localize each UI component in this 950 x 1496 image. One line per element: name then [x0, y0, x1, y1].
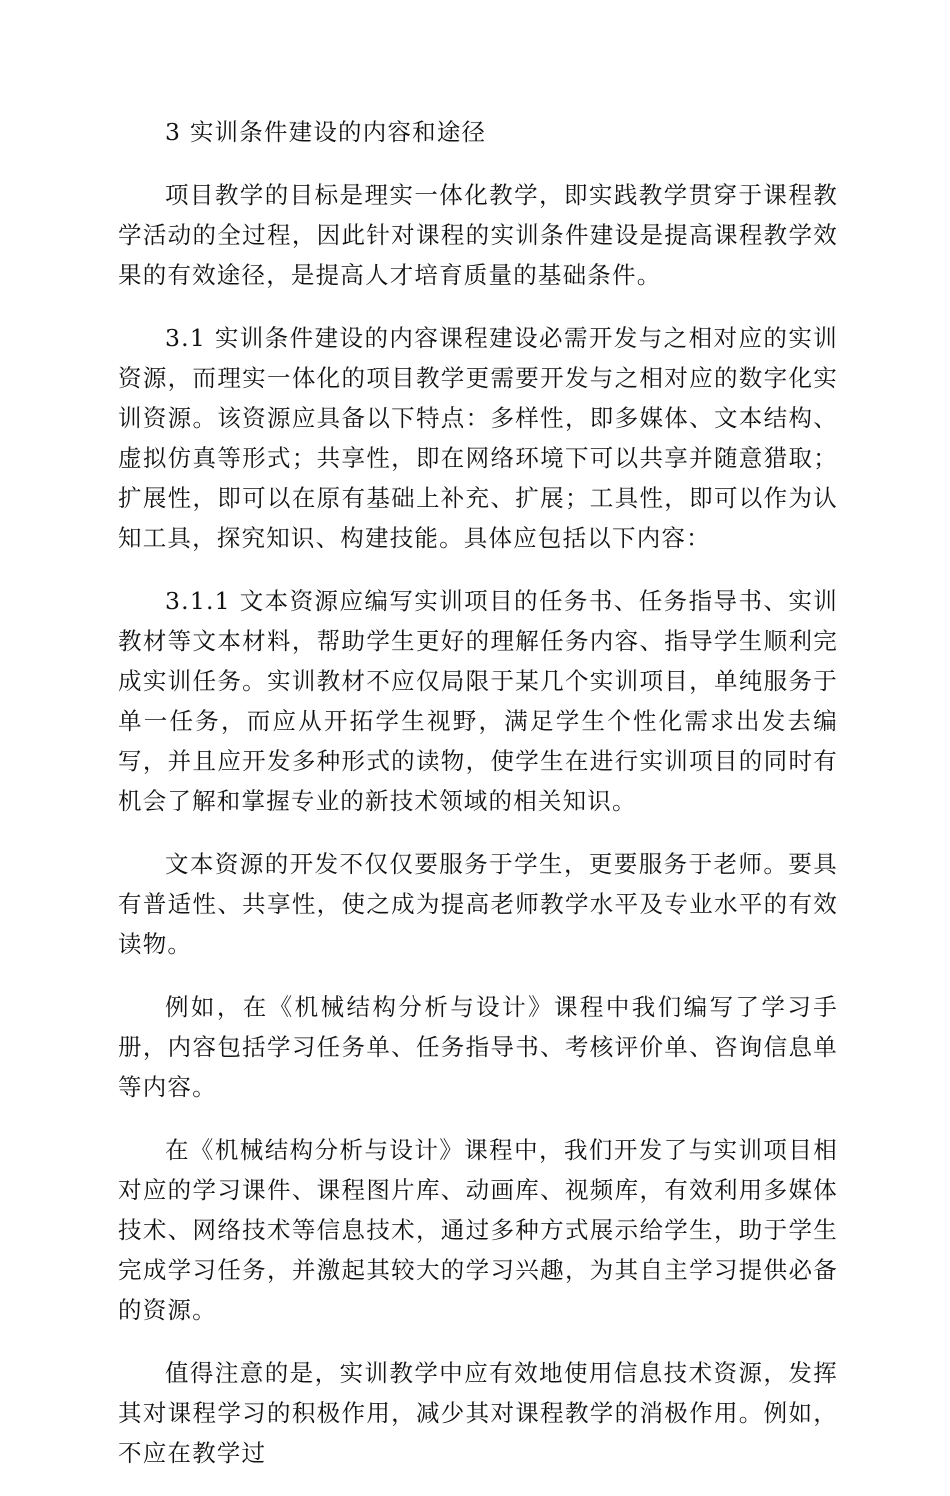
document-body — [118, 112, 838, 1496]
paragraph-intro: 项目教学的目标是理实一体化教学，即实践教学贯穿于课程教学活动的全过程，因此针对课程的实训条件建设是提高课程教学效果的有效途径，是提高人才培育质量的基础条件。 — [118, 181, 838, 289]
paragraph-3-1-1: 3.1.1 文本资源应编写实训项目的任务书、任务指导书、实训教材等文本材料，帮助学生更好的理解任务内容、指导学生顺利完成实训任务。实训教材不应仅局限于某几个实训项目，单纯服务于单一任务，而应从开拓学生视野，满足学生个性化需求出发去编写，并且应开发多种形式的读物，使学生在进行实训项目的同时有机会了解和掌握专业的新技术领域的相关知识。 — [118, 587, 838, 815]
paragraph-text-resources: 文本资源的开发不仅仅要服务于学生，更要服务于老师。要具有普适性、共享性，使之成为提高老师教学水平及专业水平的有效读物。 — [118, 850, 838, 958]
paragraph-3-1: 3.1 实训条件建设的内容课程建设必需开发与之相对应的实训资源，而理实一体化的项目教学更需要开发与之相对应的数字化实训资源。该资源应具备以下特点：多样性，即多媒体、文本结构、虚拟仿真等形式；共享性，即在网络环境下可以共享并随意猎取；扩展性，即可以在原有基础上补充、扩展；工具性，即可以作为认知工具，探究知识、构建技能。具体应包括以下内容： — [118, 324, 838, 552]
section-heading: 3 实训条件建设的内容和途径 — [165, 118, 487, 146]
paragraph-example-media: 在《机械结构分析与设计》课程中，我们开发了与实训项目相对应的学习课件、课程图片库、动画库、视频库，有效利用多媒体技术、网络技术等信息技术，通过多种方式展示给学生，助于学生完成学习任务，并激起其较大的学习兴趣，为其自主学习提供必备的资源。 — [118, 1136, 838, 1324]
paragraph-note: 值得注意的是，实训教学中应有效地使用信息技术资源，发挥其对课程学习的积极作用，减少其对课程教学的消极作用。例如，不应在教学过 — [118, 1359, 838, 1467]
paragraph-example-handbook: 例如，在《机械结构分析与设计》课程中我们编写了学习手册，内容包括学习任务单、任务指导书、考核评价单、咨询信息单等内容。 — [118, 993, 838, 1101]
